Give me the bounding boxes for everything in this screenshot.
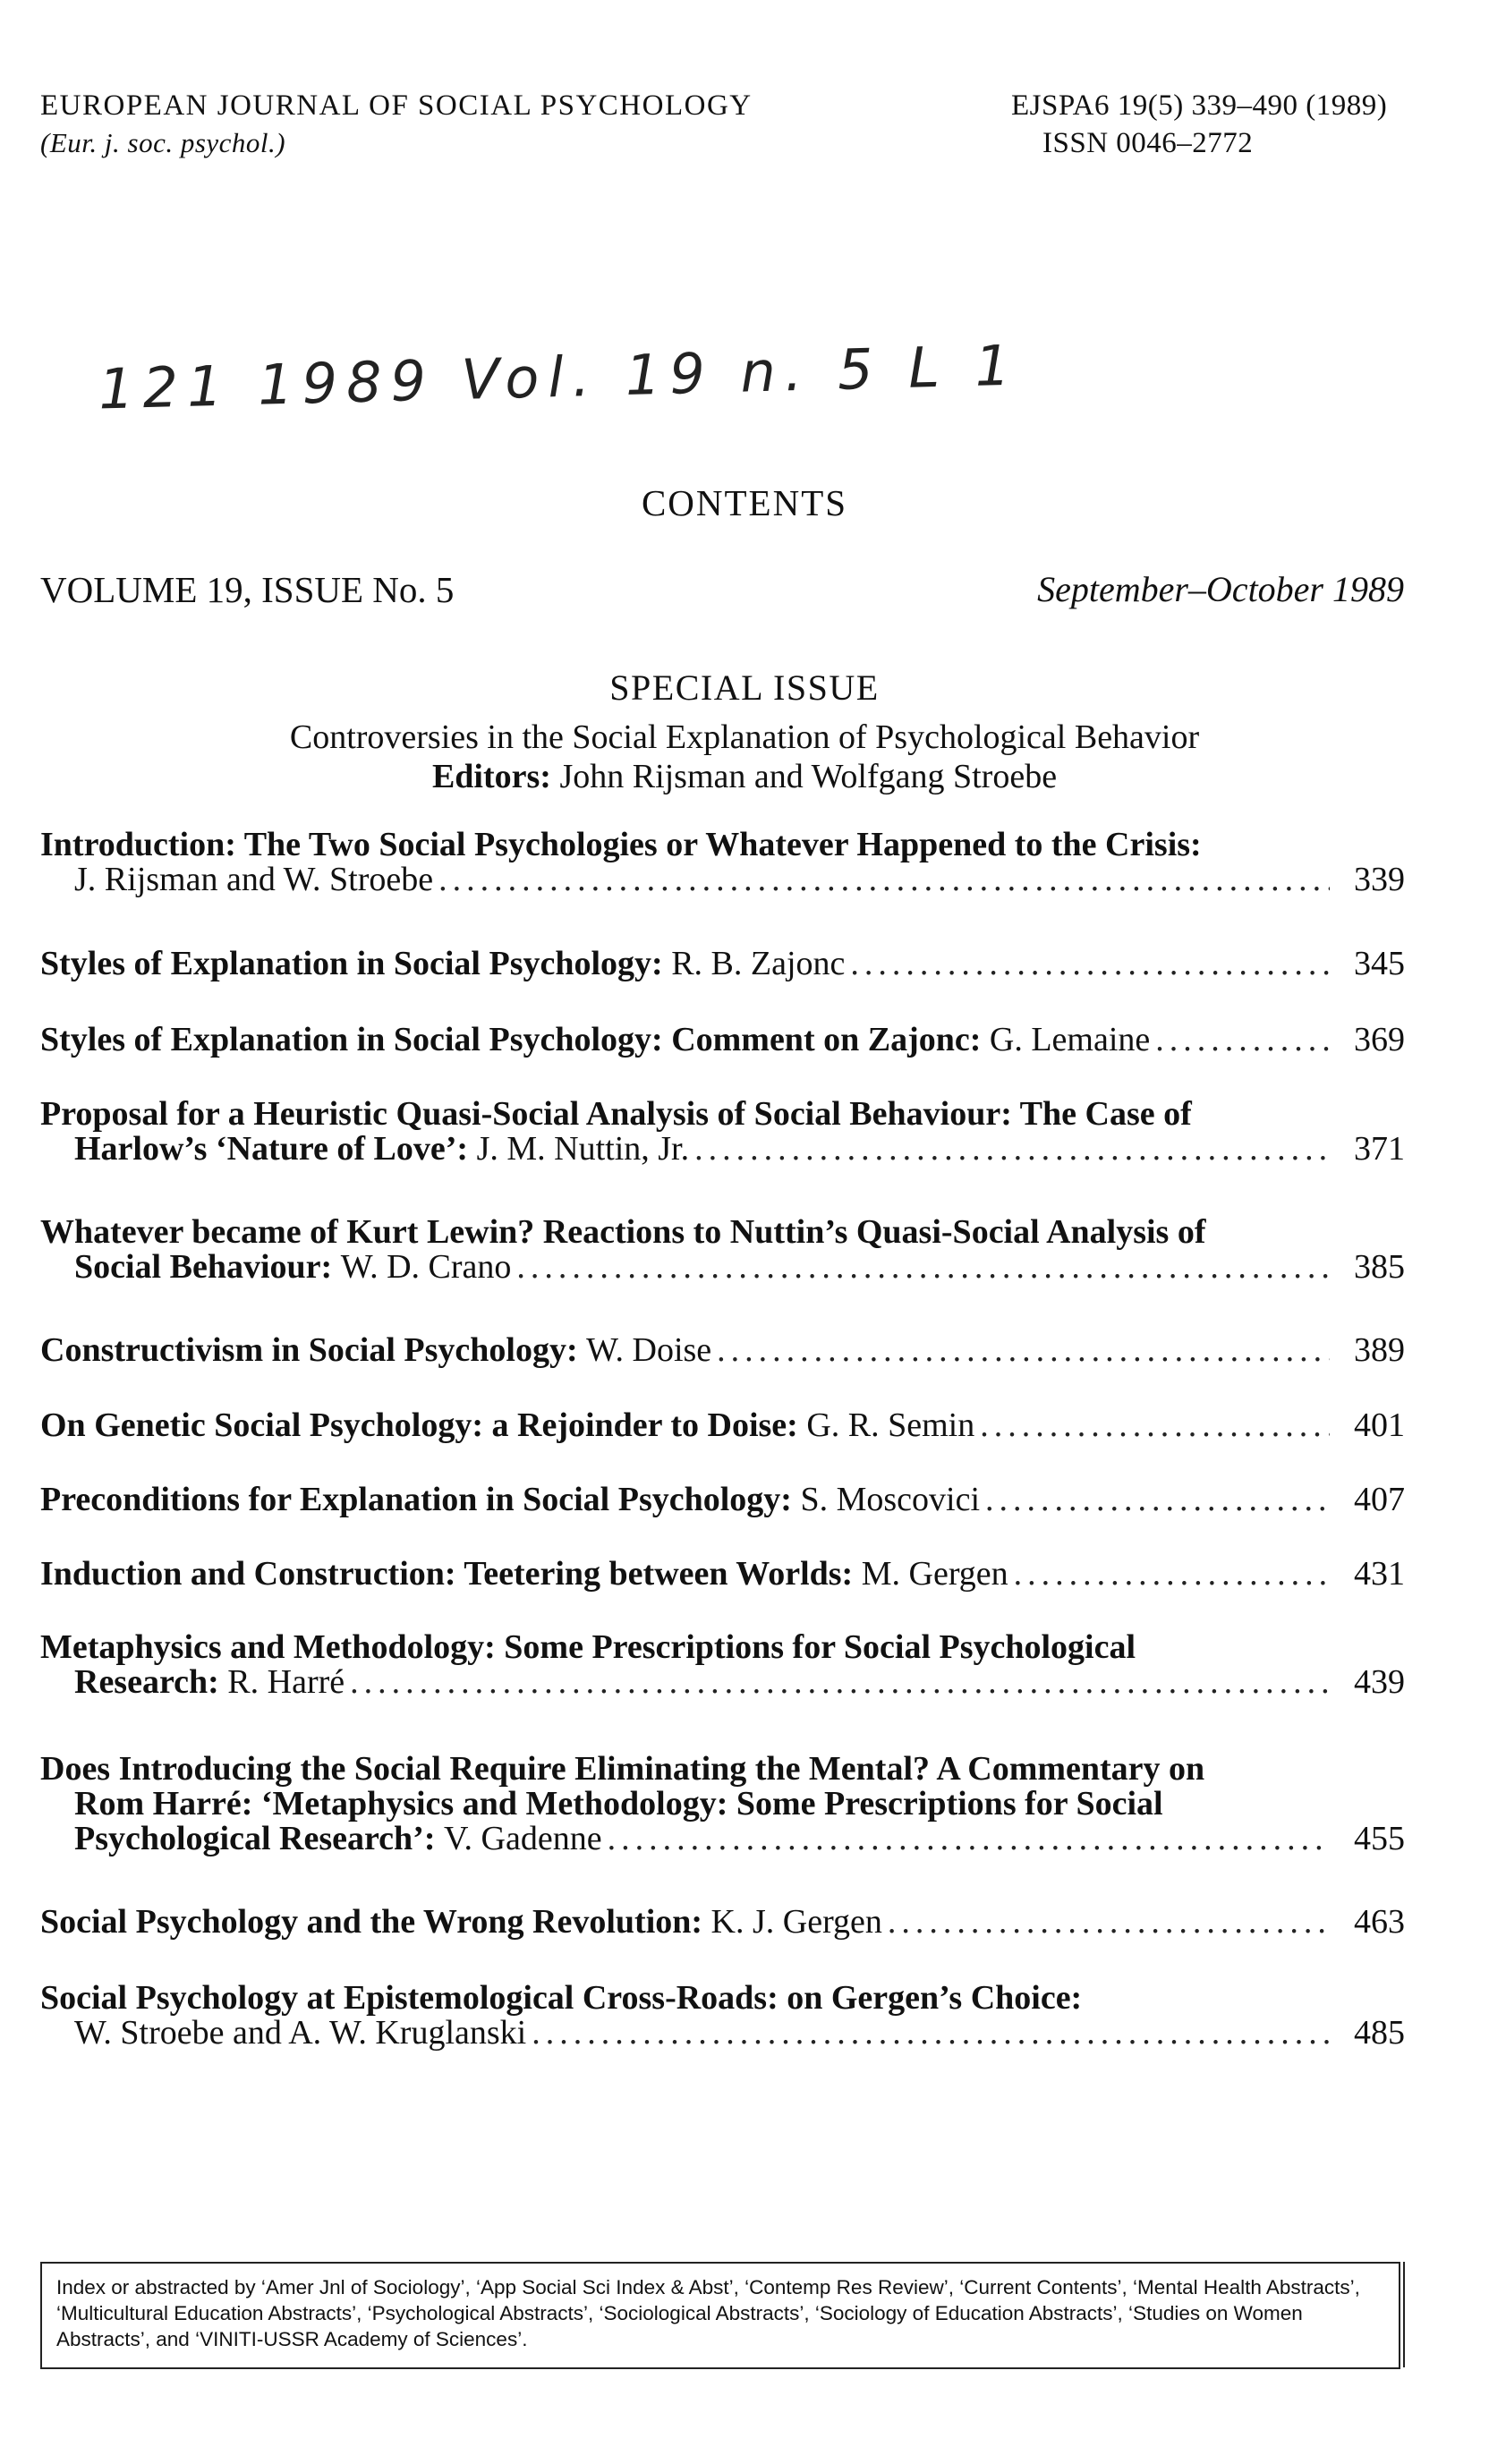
- volume-issue: VOLUME 19, ISSUE No. 5: [40, 569, 455, 610]
- toc-entry: [40, 1483, 1405, 1517]
- toc-title-continued: Rom Harré: ‘Metaphysics and Methodology: Some Prescriptions for Social: [74, 1787, 1163, 1822]
- toc-title: Does Introducing the Social Require Eliminating the Mental? A Commentary on: [40, 1752, 1205, 1787]
- toc-title-continued: Social Behaviour:: [74, 1250, 333, 1285]
- editors-label: Editors:: [431, 758, 551, 795]
- toc-page: 385: [1354, 1250, 1405, 1285]
- toc-entry: [40, 828, 1405, 897]
- toc-authors: R. B. Zajonc: [671, 947, 846, 981]
- coden-line: EJSPA6 19(5) 339–490 (1989): [1011, 89, 1388, 122]
- issn-line: ISSN 0046–2772: [1042, 127, 1254, 159]
- toc-entry: [40, 1023, 1405, 1058]
- toc-entry: [40, 1215, 1405, 1285]
- toc-title: On Genetic Social Psychology: a Rejoinder to Doise:: [40, 1408, 798, 1443]
- toc-authors: W. Doise: [586, 1333, 712, 1368]
- special-issue-subtitle: Controversies in the Social Explanation of Psychological Behavior: [289, 718, 1200, 756]
- index-note-box: [40, 2262, 1400, 2369]
- toc-title: Introduction: The Two Social Psychologies or Whatever Happened to the Crisis:: [40, 828, 1202, 862]
- toc-page: 369: [1354, 1023, 1405, 1058]
- toc-entry: [40, 1333, 1405, 1368]
- toc-authors: G. R. Semin: [806, 1408, 975, 1443]
- box-edge-line: [1403, 2262, 1405, 2367]
- toc-authors: R. Harré: [227, 1665, 345, 1700]
- toc-authors: W. Stroebe and A. W. Kruglanski: [74, 2016, 527, 2051]
- toc-title: Styles of Explanation in Social Psychology: Comment on Zajonc:: [40, 1023, 982, 1058]
- toc-title-continued: Harlow’s ‘Nature of Love’:: [74, 1132, 469, 1167]
- toc-title: Proposal for a Heuristic Quasi-Social Analysis of Social Behaviour: The Case of: [40, 1097, 1192, 1132]
- toc-title: Preconditions for Explanation in Social Psychology:: [40, 1483, 792, 1517]
- toc-authors: G. Lemaine: [989, 1023, 1151, 1058]
- contents-title: CONTENTS: [641, 482, 848, 523]
- journal-abbreviation: (Eur. j. soc. psychol.): [40, 127, 286, 158]
- toc-page: 439: [1354, 1665, 1405, 1700]
- handwritten-annotation: 121 1989 Vol. 19 n. 5 L 1: [98, 332, 1020, 422]
- toc-title: Styles of Explanation in Social Psychology:: [40, 947, 663, 981]
- journal-name: EUROPEAN JOURNAL OF SOCIAL PSYCHOLOGY: [40, 89, 753, 122]
- toc-page: 371: [1354, 1132, 1405, 1167]
- toc-entry: [40, 1097, 1405, 1167]
- toc-entry: [40, 1752, 1405, 1856]
- editors-names: John Rijsman and Wolfgang Stroebe: [559, 758, 1058, 795]
- toc-authors: K. J. Gergen: [710, 1905, 882, 1940]
- toc-page: 455: [1354, 1822, 1405, 1856]
- toc-page: 401: [1354, 1408, 1405, 1443]
- toc-authors: S. Moscovici: [800, 1483, 981, 1517]
- toc-entry: [40, 1630, 1405, 1700]
- toc-title: Whatever became of Kurt Lewin? Reactions to Nuttin’s Quasi-Social Analysis of: [40, 1215, 1206, 1250]
- toc-page: 345: [1354, 947, 1405, 981]
- toc-page: 339: [1354, 862, 1405, 897]
- toc-page: 431: [1354, 1557, 1405, 1592]
- toc-page: 407: [1354, 1483, 1405, 1517]
- toc-entry: [40, 1981, 1405, 2051]
- toc-authors: J. Rijsman and W. Stroebe: [74, 862, 434, 897]
- toc-entry: [40, 947, 1405, 981]
- toc-authors: M. Gergen: [861, 1557, 1008, 1592]
- index-note: Index or abstracted by ‘Amer Jnl of Sociology’, ‘App Social Sci Index & Abst’, ‘Contemp Res Review’, ‘Current Contents’, ‘Mental Health Abstracts’, ‘Multicultural Education Abstracts’, ‘Psychological Abstracts’, ‘Sociological Abstracts’, ‘Sociology of Education Abstracts’, ‘Studies on Women Abstracts’, and ‘VINITI-USSR Academy of Sciences’.: [56, 2276, 1360, 2350]
- toc-title-continued: Research:: [74, 1665, 219, 1700]
- toc-title-continued: Psychological Research’:: [74, 1822, 436, 1856]
- toc-title: Constructivism in Social Psychology:: [40, 1333, 578, 1368]
- toc-page: 485: [1354, 2016, 1405, 2051]
- special-issue-editors: [0, 757, 1489, 796]
- toc-authors: W. D. Crano: [340, 1250, 512, 1285]
- issue-date: September–October 1989: [1037, 569, 1404, 609]
- toc-authors: J. M. Nuttin, Jr.: [476, 1132, 690, 1167]
- toc-entry: [40, 1408, 1405, 1443]
- toc-title: Social Psychology and the Wrong Revolution:: [40, 1905, 703, 1940]
- toc-page: 389: [1354, 1333, 1405, 1368]
- special-issue-heading: SPECIAL ISSUE: [609, 667, 880, 708]
- toc-entry: [40, 1557, 1405, 1592]
- toc-title: Metaphysics and Methodology: Some Prescriptions for Social Psychological: [40, 1630, 1136, 1665]
- toc-authors: V. Gadenne: [444, 1822, 602, 1856]
- toc-entry: [40, 1905, 1405, 1940]
- toc-page: 463: [1354, 1905, 1405, 1940]
- toc-title: Social Psychology at Epistemological Cross-Roads: on Gergen’s Choice:: [40, 1981, 1083, 2016]
- toc-title: Induction and Construction: Teetering between Worlds:: [40, 1557, 854, 1592]
